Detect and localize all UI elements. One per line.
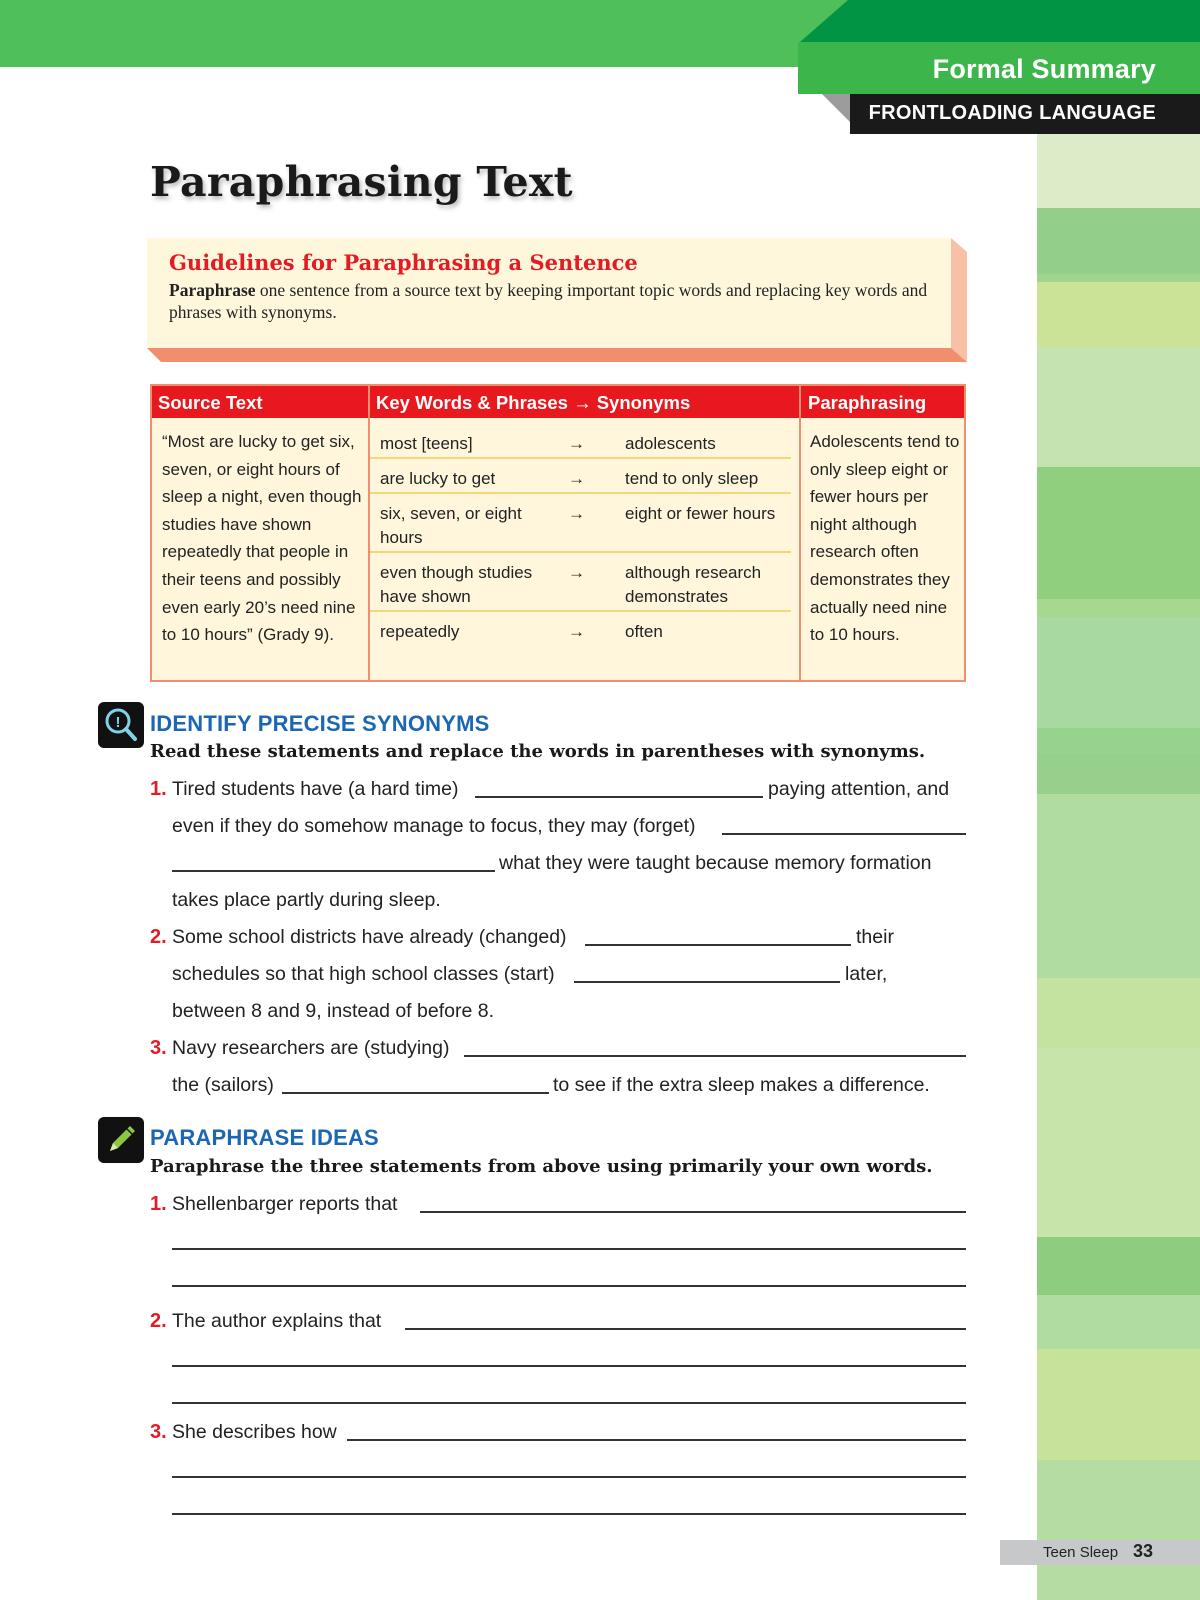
synonym: tend to only sleep <box>625 469 759 488</box>
synonym: eight or fewer hours <box>625 504 776 523</box>
arrow-icon: → <box>568 469 585 488</box>
header-key-words: Key Words & Phrases → Synonyms <box>376 392 691 413</box>
answer-line[interactable] <box>172 1476 966 1478</box>
svg-text:!: ! <box>115 714 121 731</box>
answer-line[interactable] <box>172 1513 966 1515</box>
unit-title: Formal Summary <box>798 42 1200 94</box>
arrow-icon: → <box>568 434 585 453</box>
statement-text: Tired students have (a hard time) <box>172 778 459 800</box>
statement-text: paying attention, and <box>768 778 950 800</box>
item-number: 3. <box>150 1037 167 1059</box>
answer-blank[interactable] <box>475 796 763 798</box>
paraphrase-instruction: Paraphrase the three statements from above using primarily your own words. <box>150 1156 933 1177</box>
answer-line[interactable] <box>172 1248 966 1250</box>
page-number: 33 <box>1133 1541 1154 1561</box>
item-number: 2. <box>150 1310 167 1332</box>
answer-line[interactable] <box>420 1211 966 1213</box>
row-divider <box>370 492 791 494</box>
identify-heading: IDENTIFY PRECISE SYNONYMS <box>150 711 490 736</box>
statement-text: even if they do somehow manage to focus, they may (forget) <box>172 815 696 837</box>
statement-text: later, <box>845 963 888 985</box>
side-stripe <box>1037 134 1200 1600</box>
arrow-icon: → <box>568 622 585 641</box>
item-number: 3. <box>150 1421 167 1443</box>
statement-text: Some school districts have already (changed) <box>172 926 567 948</box>
answer-line[interactable] <box>347 1439 966 1441</box>
keyword: even though studies have shown <box>380 563 533 606</box>
statement-text: their <box>856 926 894 948</box>
keyword: repeatedly <box>380 622 460 641</box>
paraphrasing-cell: Adolescents tend to only sleep eight or fewer hours per night although research often demonstrates they actually need nine to 10 hours. <box>810 432 960 645</box>
answer-blank[interactable] <box>585 944 851 946</box>
answer-blank[interactable] <box>722 833 966 835</box>
answer-line[interactable] <box>172 1285 966 1287</box>
synonym: often <box>625 622 663 641</box>
prompt-text: The author explains that <box>172 1310 382 1332</box>
answer-blank[interactable] <box>282 1092 549 1094</box>
prompt-text: Shellenbarger reports that <box>172 1193 398 1215</box>
answer-line[interactable] <box>172 1365 966 1367</box>
arrow-icon: → <box>568 504 585 523</box>
header-source-text: Source Text <box>158 392 263 413</box>
guidelines-box-side <box>951 238 967 362</box>
header-accent <box>800 0 1200 42</box>
guidelines-description: one sentence from a source text by keeping important topic words and replacing key words and phrases with synonyms. <box>169 280 928 322</box>
guidelines-heading: Guidelines for Paraphrasing a Sentence <box>169 250 638 275</box>
item-number: 1. <box>150 778 167 800</box>
row-divider <box>370 551 791 553</box>
statement-text: schedules so that high school classes (start) <box>172 963 555 985</box>
row-divider <box>370 610 791 612</box>
guidelines-box-face <box>147 238 951 348</box>
guidelines-box <box>147 238 967 362</box>
identify-instruction: Read these statements and replace the words in parentheses with synonyms. <box>150 741 926 762</box>
keyword: are lucky to get <box>380 469 496 488</box>
statement-text: what they were taught because memory formation <box>499 852 932 874</box>
synonym: adolescents <box>625 434 716 453</box>
source-text-cell: “Most are lucky to get six, seven, or eight hours of sleep a night, even though studies have shown repeatedly that people in their teens and possibly even early 20’s need nine to 10 hours” (Grady 9). <box>162 432 362 645</box>
synonym: although research demonstrates <box>625 563 762 606</box>
statement-text: Navy researchers are (studying) <box>172 1037 450 1059</box>
item-number: 2. <box>150 926 167 948</box>
answer-blank[interactable] <box>464 1055 966 1057</box>
pencil-icon <box>98 1117 144 1163</box>
paraphrase-table <box>150 384 966 682</box>
statement-text: the (sailors) <box>172 1074 274 1096</box>
arrow-icon: → <box>568 563 585 582</box>
table-header-row <box>152 386 964 418</box>
keyword: most [teens] <box>380 434 473 453</box>
answer-line[interactable] <box>405 1328 966 1330</box>
keyword: six, seven, or eight hours <box>380 504 522 547</box>
statement-text: takes place partly during sleep. <box>172 889 441 911</box>
paraphrase-heading: PARAPHRASE IDEAS <box>150 1125 379 1150</box>
prompt-text: She describes how <box>172 1421 337 1443</box>
guidelines-term: Paraphrase <box>169 280 256 300</box>
section-subtitle: FRONTLOADING LANGUAGE <box>850 94 1200 134</box>
guidelines-box-bottom <box>147 348 967 362</box>
item-number: 1. <box>150 1193 167 1215</box>
answer-blank[interactable] <box>172 870 495 872</box>
row-divider <box>370 457 791 459</box>
footer-title: Teen Sleep <box>1043 1544 1119 1561</box>
statement-text: between 8 and 9, instead of before 8. <box>172 1000 494 1022</box>
column-divider <box>368 386 370 680</box>
statement-text: to see if the extra sleep makes a difference. <box>553 1074 930 1096</box>
guidelines-text <box>169 279 931 323</box>
magnifier-question-icon <box>98 702 144 748</box>
answer-line[interactable] <box>172 1402 966 1404</box>
column-divider <box>799 386 801 680</box>
answer-blank[interactable] <box>574 981 840 983</box>
page-title: Paraphrasing Text <box>150 158 573 206</box>
header-paraphrasing: Paraphrasing <box>808 392 927 413</box>
